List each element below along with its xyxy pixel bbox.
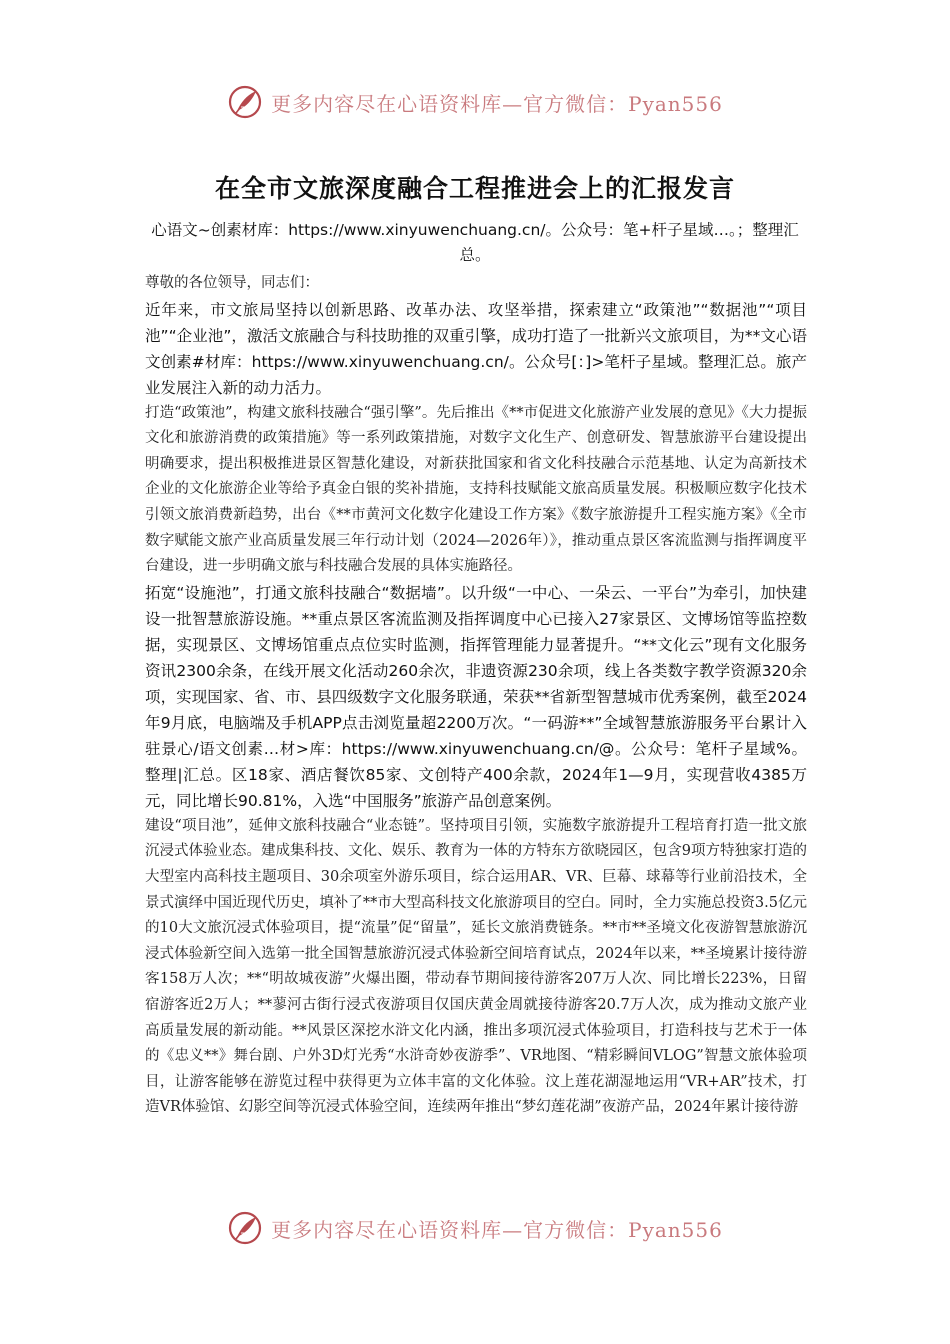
policy-pool-paragraph: 打造“政策池”，构建文旅科技融合“强引擎”。先后推出《**市促进文化旅游产业发展的意见》《大力提振文化和旅游消费的政策措施》等一系列政策措施，对数字文化生产、创意研发、智慧旅游平台建设提出明确要求，提出积极推进景区智慧化建设，对新获批国家和省文化科技融合示范基地、认定为高新技术企业的文化旅游企业等给予真金白银的奖补措施，支持科技赋能文旅高质量发展。积极顺应数字化技术引领文旅消费新趋势，出台《**市黄河文化数字化建设工作方案》《数字旅游提升工程实施方案》《全市数字赋能文旅产业高质量发展三年行动计划（2024—2026年）》，推动重点景区客流监测与指挥调度平台建设，进一步明确文旅与科技融合发展的具体实施路径。 bbox=[145, 404, 807, 575]
facility-pool-paragraph: 拓宽“设施池”，打通文旅科技融合“数据墙”。以升级“一中心、一朵云、一平台”为牵引，加快建设一批智慧旅游设施。**重点景区客流监测及指挥调度中心已接入27家景区、文博场馆等监控数据，实现景区、文博场馆重点点位实时监测，指挥管理能力显著提升。“**文化云”现有文化服务资讯2300余条，在线开展文化活动260余次，非遗资源230余项，线上各类数字教学资源320余项，实现国家、省、市、县四级数字文化服务联通，荣获**省新型智慧城市优秀案例，截至2024年9月底，电脑端及手机APP点击浏览量超2200万次。“一码游**”全域智慧旅游服务平台累计入驻景心/语文创素…材>库：https://www.xinyuwenchuang.cn/@。公众号：笔杆子星域%。整理|汇总。区18家、酒店餐饮85家、文创特产400余款，2024年1—9月，实现营收4385万元，同比增长90.81%，入选“中国服务”旅游产品创意案例。 bbox=[145, 583, 807, 810]
document-body bbox=[145, 271, 807, 1121]
source-note: 心语文~创素材库：https://www.xinyuwenchuang.cn/。公众号：笔+杆子星域…。；整理汇总。 bbox=[151, 221, 799, 264]
watermark-banner-top bbox=[0, 82, 950, 122]
feather-pen-logo-icon bbox=[227, 84, 263, 120]
intro-paragraph: 近年来，市文旅局坚持以创新思路、改革办法、攻坚举措，探索建立“政策池”“数据池”“项目池”“企业池”，激活文旅融合与科技助推的双重引擎，成功打造了一批新兴文旅项目，为**文心语文创素#材库：https://www.xinyuwenchuang.cn/。公众号[：]>笔杆子星域。整理汇总。旅产业发展注入新的动力活力。 bbox=[145, 300, 807, 397]
page-title: 在全市文旅深度融合工程推进会上的汇报发言 bbox=[214, 173, 735, 203]
feather-pen-logo-icon bbox=[227, 1210, 263, 1246]
watermark-text: 更多内容尽在心语资料库—官方微信：Pyan556 bbox=[271, 1217, 723, 1242]
salutation-paragraph: 尊敬的各位领导，同志们： bbox=[145, 275, 319, 291]
watermark-text: 更多内容尽在心语资料库—官方微信：Pyan556 bbox=[271, 91, 723, 116]
watermark-banner-bottom bbox=[0, 1208, 950, 1248]
project-pool-paragraph: 建设“项目池”，延伸文旅科技融合“业态链”。坚持项目引领，实施数字旅游提升工程培育打造一批文旅沉浸式体验业态。建成集科技、文化、娱乐、教育为一体的方特东方欲晓园区，包含9项方特独家打造的大型室内高科技主题项目、30余项室外游乐项目，综合运用AR、VR、巨幕、球幕等行业前沿技术，全景式演绎中国近现代历史，填补了**市大型高科技文化旅游项目的空白。同时，全力实施总投资3.5亿元的10大文旅沉浸式体验项目，提“流量”促“留量”，延长文旅消费链条。**市**圣境文化夜游智慧旅游沉浸式体验新空间入选第一批全国智慧旅游沉浸式体验新空间培育试点，2024年以来，**圣境累计接待游客158万人次；**“明故城夜游”火爆出圈，带动春节期间接待游客207万人次、同比增长223%，日留宿游客近2万人；**蓼河古街行浸式夜游项目仅国庆黄金周就接待游客20.7万人次，成为推动文旅产业高质量发展的新动能。**风景区深挖水浒文化内涵，推出多项沉浸式体验项目，打造科技与艺术于一体的《忠义**》舞台剧、户外3D灯光秀“水浒奇妙夜游季”、VR地图、“精彩瞬间VLOG”智慧文旅体验项目，让游客能够在游览过程中获得更为立体丰富的文化体验。汶上莲花湖湿地运用“VR+AR”技术，打造VR体验馆、幻影空间等沉浸式体验空间，连续两年推出“梦幻莲花湖”夜游产品，2024年累计接待游 bbox=[145, 817, 807, 1116]
